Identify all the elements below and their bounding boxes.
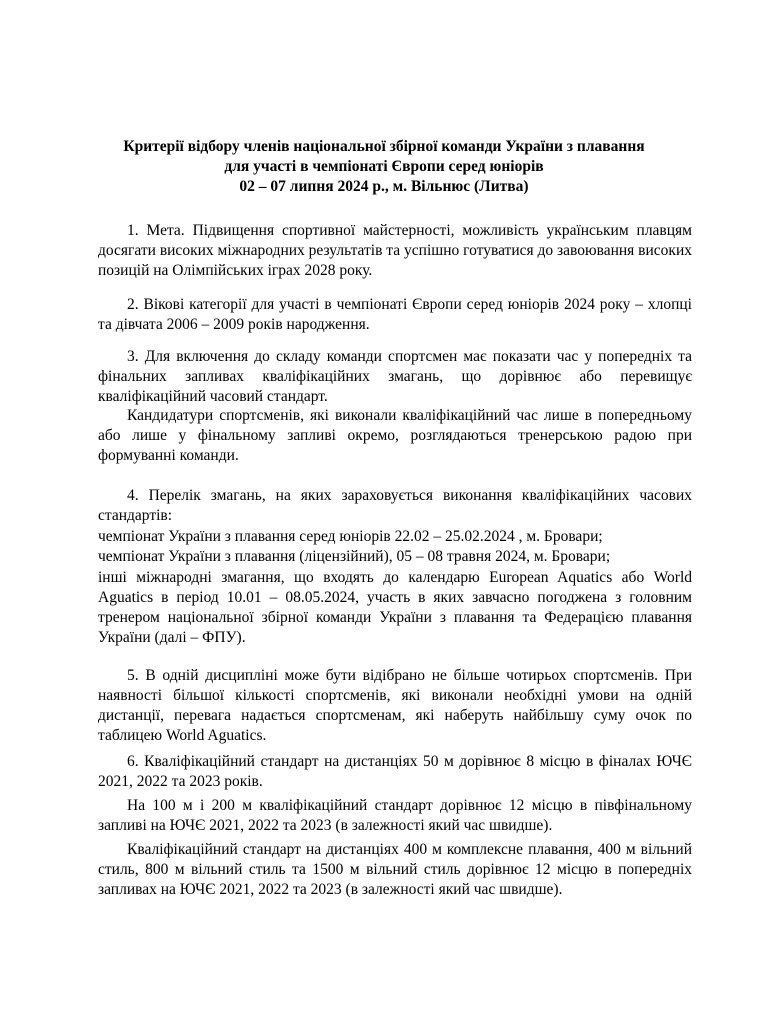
section-3-candidates: Кандидатури спортсменів, які виконали кваліфікаційний час лише в попередньому або лише у фінальному запливі окремо, розглядаються тренерською радою при формуванні команди.: [98, 407, 692, 464]
title-line-3: 02 – 07 липня 2024 р., м. Вільнюс (Литва): [239, 178, 529, 195]
document-title: [80, 137, 688, 197]
section-4-item-2: [98, 547, 692, 567]
section-1-goal: 1. Мета. Підвищення спортивної майстерності, можливість українським плавцям досягати високих міжнародних результатів та успішно готуватися до завоювання високих позицій на Олімпійських іграх 2028 року.: [98, 222, 692, 279]
section-4-item-1: [98, 527, 692, 547]
section-3-inclusion: 3. Для включення до складу команди спортсмен має показати час у попередніх та фінальних запливах кваліфікаційних змагань, що дорівнює або перевищує кваліфікаційний часовий стандарт.: [98, 348, 692, 405]
section-6-standard-long: Кваліфікаційний стандарт на дистанціях 400 м комплексне плавання, 400 м вільний стиль, 800 м вільний стиль та 1500 м вільний стиль дорівнює 12 місцю в попередніх запливах на ЮЧЄ 2021, 2022 та 2023 (в залежності який час швидше).: [98, 841, 692, 898]
competition-item-text: чемпіонат України з плавання (ліцензійний), 05 – 08 травня 2024, м. Бровари;: [98, 548, 611, 565]
title-line-2: для участі в чемпіонаті Європи серед юніорів: [224, 158, 544, 175]
title-line-1: Критерії відбору членів національної збірної команди України з плавання: [123, 138, 645, 155]
section-4-competitions: 4. Перелік змагань, на яких зараховується виконання кваліфікаційних часових стандартів:: [98, 487, 692, 524]
section-5-limit: 5. В одній дисципліні може бути відібрано не більше чотирьох спортсменів. При наявності більшої кількості спортсменів, які виконали необхідні умови на одній дистанції, перевага надається спортсменам, які наберуть найбільшу суму очок по таблицею World Aguatics.: [98, 667, 692, 744]
section-6-standard-50m: 6. Кваліфікаційний стандарт на дистанціях 50 м дорівнює 8 місцю в фіналах ЮЧЄ 2021, 2022 та 2023 років.: [98, 753, 692, 790]
section-6-standard-100-200m: На 100 м і 200 м кваліфікаційний стандарт дорівнює 12 місцю в півфінальному запливі на ЮЧЄ 2021, 2022 та 2023 (в залежності який час швидше).: [98, 797, 692, 834]
section-4-item-3: інші міжнародні змагання, що входять до календарю European Aquatics або World Aguatics в період 10.01 – 08.05.2024, участь в яких завчасно погоджена з головним тренером національної збірної команди України з плавання та Федерацією плавання України (далі – ФПУ).: [98, 569, 692, 646]
competition-item-text: чемпіонат України з плавання серед юніорів 22.02 – 25.02.2024 , м. Бровари;: [98, 528, 603, 545]
section-2-age: 2. Вікові категорії для участі в чемпіонаті Європи серед юніорів 2024 року – хлопці та дівчата 2006 – 2009 років народження.: [98, 296, 692, 333]
